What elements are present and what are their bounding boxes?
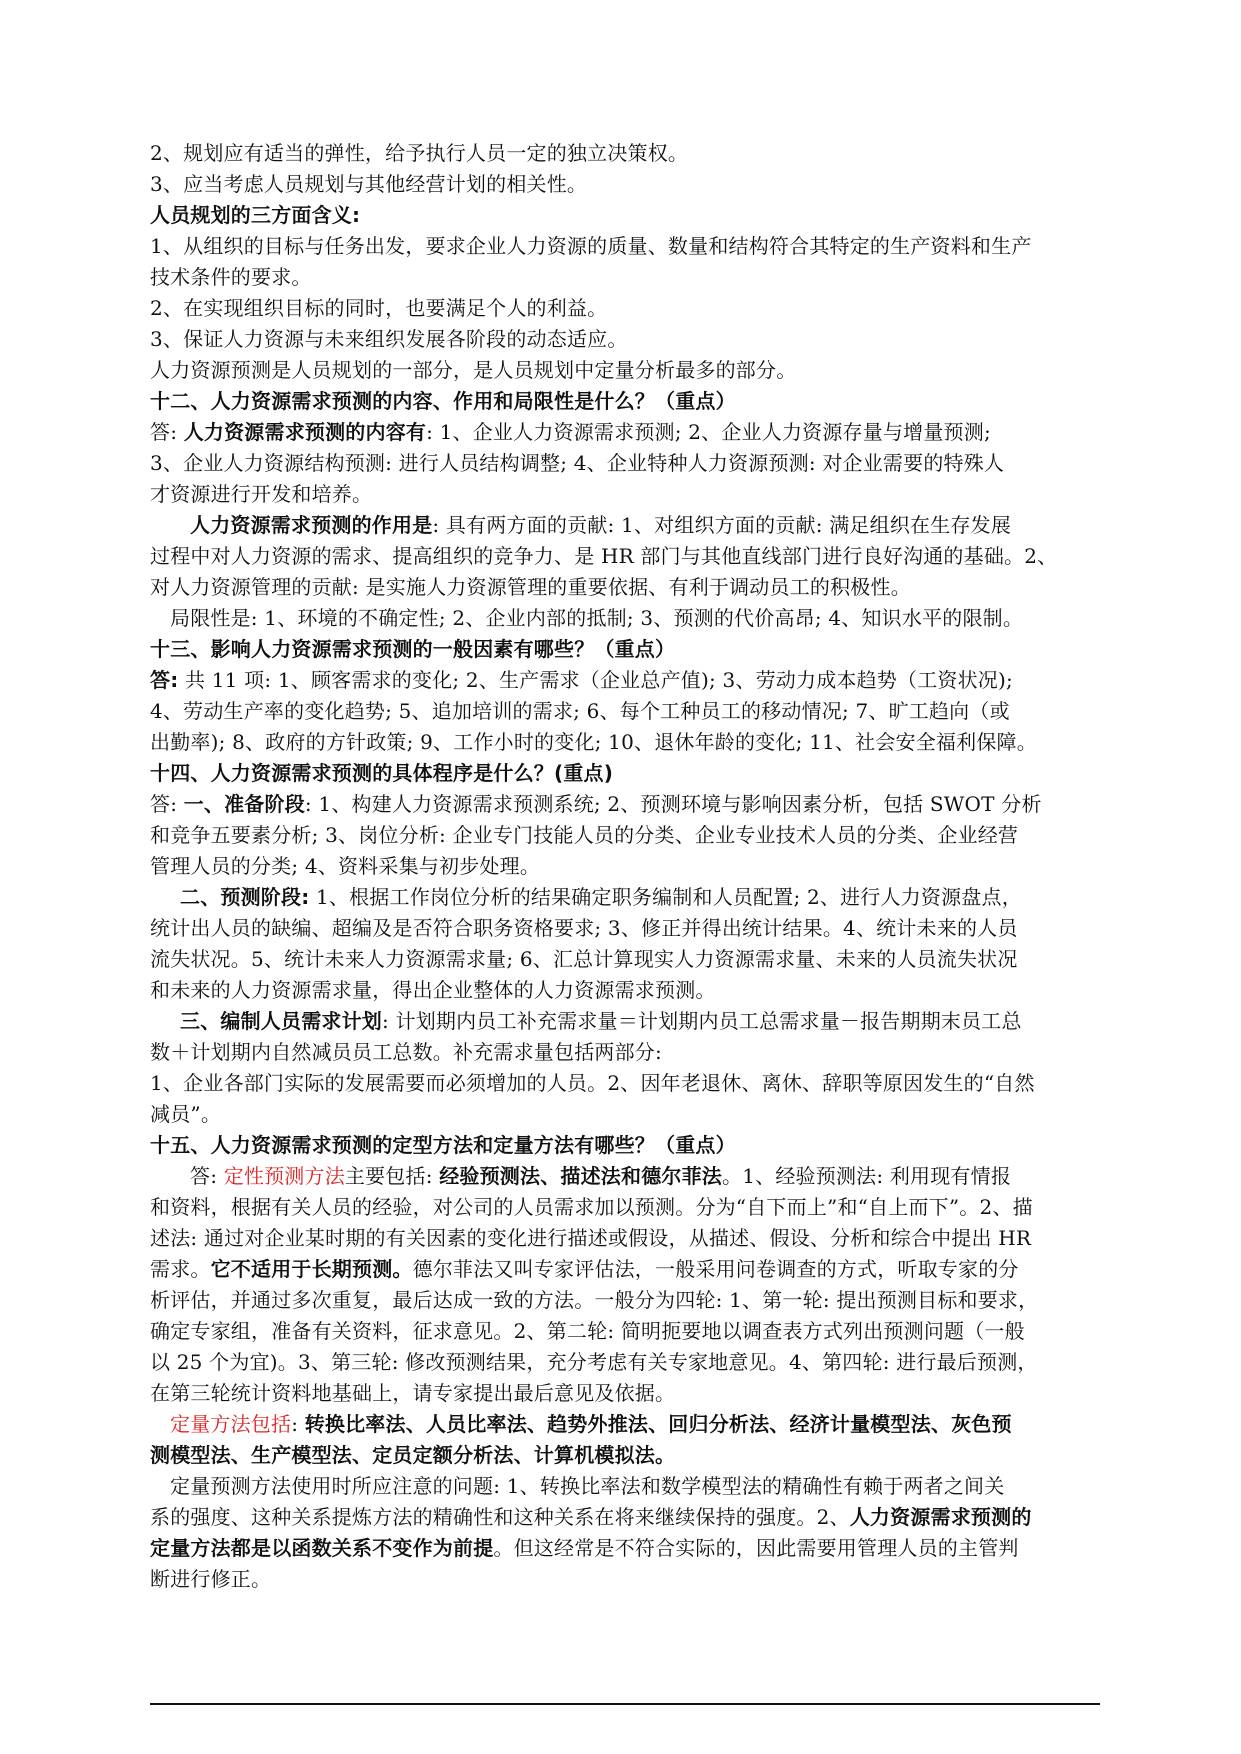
text-line: 才资源进行开发和培养。 <box>150 482 373 506</box>
answer-prefix: 答: <box>150 668 179 692</box>
text-line: 2、在实现组织目标的同时，也要满足个人的利益。 <box>150 296 608 320</box>
text-line: 人力资源预测是人员规划的一部分，是人员规划中定量分析最多的部分。 <box>150 358 797 382</box>
text-line: 对人力资源管理的贡献: 是实施人力资源管理的重要依据、有利于调动员工的积极性。 <box>150 575 911 599</box>
text-line: 析评估，并通过多次重复，最后达成一致的方法。一般分为四轮: 1、第一轮: 提出预测目标和要求， <box>150 1288 1039 1312</box>
bold-phrase: 人力资源需求预测的作用是 <box>190 513 433 537</box>
answer-prefix: 答: <box>190 1164 224 1188</box>
text-run: : <box>291 1412 305 1436</box>
bold-phrase: 经验预测法、描述法和德尔菲法 <box>439 1164 723 1188</box>
text-line: 统计出人员的缺编、超编及是否符合职务资格要求; 3、修正并得出统计结果。4、统计未来的人员 <box>150 916 1018 940</box>
question-heading-14: 十四、人力资源需求预测的具体程序是什么？(重点) <box>150 761 614 785</box>
text-line: 出勤率); 8、政府的方针政策; 9、工作小时的变化; 10、退休年龄的变化; 11、社会安全福利保障。 <box>150 730 1037 754</box>
text-line: 减员”。 <box>150 1102 222 1126</box>
answer-prefix: 答: <box>150 792 184 816</box>
bold-phrase: 它不适用于长期预测。 <box>210 1257 413 1281</box>
text-run: 1、根据工作岗位分析的结果确定职务编制和人员配置; 2、进行人力资源盘点， <box>309 885 1022 909</box>
text-run: : 1、企业人力资源需求预测; 2、企业人力资源存量与增量预测; <box>426 420 991 444</box>
text-run: 共 11 项: 1、顾客需求的变化; 2、生产需求（企业总产值); 3、劳动力成本趋势（工资状况); <box>178 668 1013 692</box>
text-line <box>150 1161 1100 1192</box>
text-line: 和竞争五要素分析; 3、岗位分析: 企业专门技能人员的分类、企业专业技术人员的分类、企业经营 <box>150 823 1019 847</box>
text-line <box>150 789 1100 820</box>
text-run: 德尔菲法又叫专家评估法，一般采用问卷调查的方式，听取专家的分 <box>412 1257 1019 1281</box>
text-run: : 具有两方面的贡献: 1、对组织方面的贡献: 满足组织在生存发展 <box>432 513 1012 537</box>
text-run: 主要包括: <box>344 1164 440 1188</box>
question-heading-13: 十三、影响人力资源需求预测的一般因素有哪些？（重点） <box>150 637 676 661</box>
text-line: 在第三轮统计资料地基础上，请专家提出最后意见及依据。 <box>150 1381 676 1405</box>
bold-phrase: 人力资源需求预测的 <box>849 1505 1032 1529</box>
text-run: : 1、构建人力资源需求预测系统; 2、预测环境与影响因素分析，包括 SWOT 分析 <box>304 792 1042 816</box>
red-phrase: 定量方法包括 <box>170 1412 292 1436</box>
text-line: 过程中对人力资源的需求、提高组织的竞争力、是 HR 部门与其他直线部门进行良好沟通的基础。2、 <box>150 544 1058 568</box>
text-line <box>150 882 1100 913</box>
text-line <box>150 1409 1100 1440</box>
text-line: 述法: 通过对企业某时期的有关因素的变化进行描述或假设，从描述、假设、分析和综合中提出 HR <box>150 1226 1032 1250</box>
red-phrase: 定性预测方法 <box>223 1164 345 1188</box>
document-page <box>150 138 1100 1595</box>
question-heading-15: 十五、人力资源需求预测的定型方法和定量方法有哪些？（重点） <box>150 1133 736 1157</box>
text-line: 1、从组织的目标与任务出发，要求企业人力资源的质量、数量和结构符合其特定的生产资料和生产 <box>150 234 1032 258</box>
text-line: 流失状况。5、统计未来人力资源需求量; 6、汇总计算现实人力资源需求量、未来的人员流失状况 <box>150 947 1018 971</box>
answer-prefix: 答: <box>150 420 184 444</box>
bold-phrase: 一、准备阶段 <box>183 792 305 816</box>
text-line: 3、应当考虑人员规划与其他经营计划的相关性。 <box>150 172 588 196</box>
text-line <box>150 1533 1100 1564</box>
text-line <box>150 665 1100 696</box>
text-line <box>150 1502 1100 1533</box>
text-line: 数＋计划期内自然减员员工总数。补充需求量包括两部分: <box>150 1040 662 1064</box>
text-run: 。1、经验预测法: 利用现有情报 <box>722 1164 1012 1188</box>
text-line <box>150 1006 1100 1037</box>
section-heading: 人员规划的三方面含义: <box>150 203 361 227</box>
text-line: 定量预测方法使用时所应注意的问题: 1、转换比率法和数学模型法的精确性有赖于两者之间关 <box>170 1474 1005 1498</box>
text-line: 确定专家组，准备有关资料，征求意见。2、第二轮: 简明扼要地以调查表方式列出预测问题（一般 <box>150 1319 1025 1343</box>
text-run: 。但这经常是不符合实际的，因此需要用管理人员的主管判 <box>493 1536 1019 1560</box>
text-line <box>150 417 1100 448</box>
text-run: : 计划期内员工补充需求量＝计划期内员工总需求量－报告期期末员工总 <box>382 1009 1022 1033</box>
text-line: 3、企业人力资源结构预测: 进行人员结构调整; 4、企业特种人力资源预测: 对企业需要的特殊人 <box>150 451 1005 475</box>
text-line <box>150 1254 1100 1285</box>
bold-phrase: 人力资源需求预测的内容有 <box>183 420 427 444</box>
bold-phrase: 转换比率法、人员比率法、趋势外推法、回归分析法、经济计量模型法、灰色预 <box>304 1412 1012 1436</box>
text-line: 技术条件的要求。 <box>150 265 312 289</box>
text-run: 需求。 <box>150 1257 211 1281</box>
footer-rule <box>150 1703 1100 1705</box>
question-heading-12: 十二、人力资源需求预测的内容、作用和局限性是什么？（重点） <box>150 389 736 413</box>
bold-phrase: 三、编制人员需求计划 <box>180 1009 382 1033</box>
text-line: 和未来的人力资源需求量，得出企业整体的人力资源需求预测。 <box>150 978 716 1002</box>
text-line: 测模型法、生产模型法、定员定额分析法、计算机模拟法。 <box>150 1443 676 1467</box>
text-line: 断进行修正。 <box>150 1567 272 1591</box>
text-line: 以 25 个为宜)。3、第三轮: 修改预测结果，充分考虑有关专家地意见。4、第四轮: 进行最后预测， <box>150 1350 1038 1374</box>
text-line: 和资料，根据有关人员的经验，对公司的人员需求加以预测。分为“自下而上”和“自上而下”。2、描 <box>150 1195 1033 1219</box>
text-run: 系的强度、这种关系提炼方法的精确性和这种关系在将来继续保持的强度。2、 <box>150 1505 850 1529</box>
text-line: 3、保证人力资源与未来组织发展各阶段的动态适应。 <box>150 327 628 351</box>
text-line: 局限性是: 1、环境的不确定性; 2、企业内部的抵制; 3、预测的代价高昂; 4、知识水平的限制。 <box>170 606 1024 630</box>
text-line: 2、规划应有适当的弹性，给予执行人员一定的独立决策权。 <box>150 141 689 165</box>
bold-phrase: 定量方法都是以函数关系不变作为前提 <box>150 1536 494 1560</box>
text-line: 4、劳动生产率的变化趋势; 5、追加培训的需求; 6、每个工种员工的移动情况; 7、旷工趋向（或 <box>150 699 1010 723</box>
text-line: 管理人员的分类; 4、资料采集与初步处理。 <box>150 854 541 878</box>
bold-phrase: 二、预测阶段: <box>180 885 310 909</box>
text-line <box>150 510 1100 541</box>
text-line: 1、企业各部门实际的发展需要而必须增加的人员。2、因年老退休、离休、辞职等原因发生的“自然 <box>150 1071 1035 1095</box>
